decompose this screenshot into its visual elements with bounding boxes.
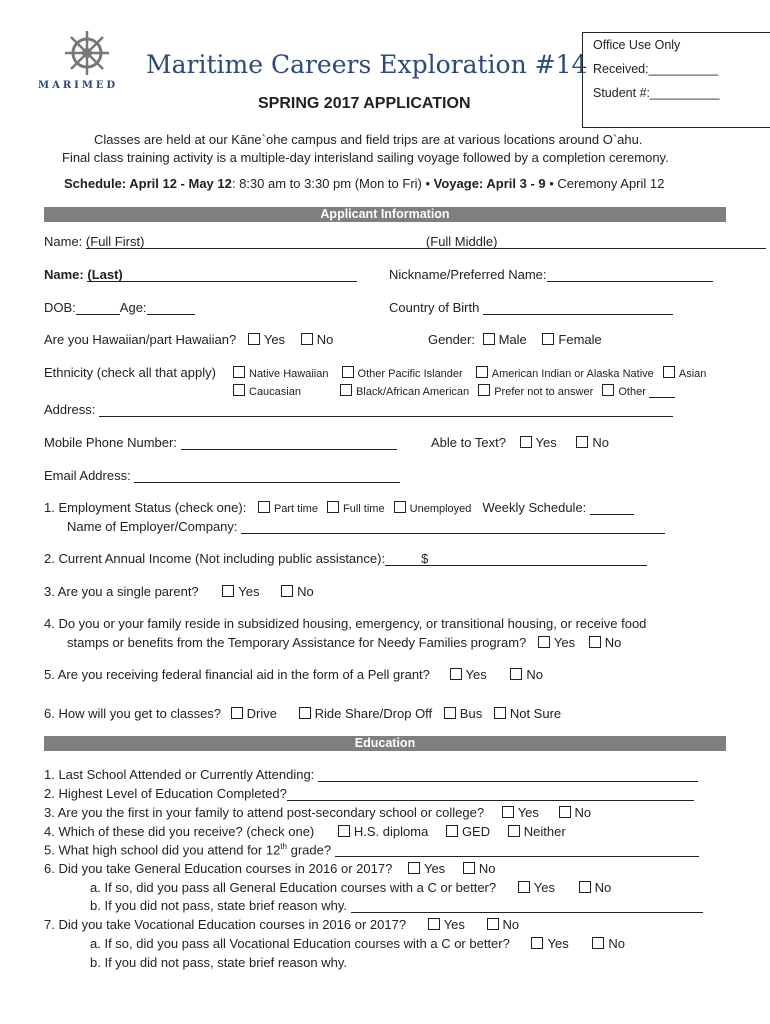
q3-yes-label: Yes <box>238 584 260 599</box>
text-no-checkbox[interactable] <box>576 436 588 448</box>
q1-label: 1. Employment Status (check one): <box>44 500 247 515</box>
q1-employer-label: Name of Employer/Company: <box>67 519 238 534</box>
q4-no-label: No <box>604 635 622 650</box>
last-name-row <box>44 267 357 282</box>
text-yes-checkbox[interactable] <box>520 436 532 448</box>
e6a-yes-label: Yes <box>533 880 555 895</box>
q4-line-1: 4. Do you or your family reside in subsidized housing, emergency, or transitional housing, or receive food <box>44 616 647 631</box>
q6-rideshare-label: Ride Share/Drop Off <box>314 706 433 721</box>
e2-row <box>44 786 694 801</box>
schedule-time: : 8:30 am to 3:30 pm (Mon to Fri) • <box>231 176 434 191</box>
e4-diploma-label: H.S. diploma <box>353 824 429 839</box>
q3-label: 3. Are you a single parent? <box>44 584 199 599</box>
e4-ged-label: GED <box>461 824 491 839</box>
eth-black-checkbox[interactable] <box>340 384 352 396</box>
address-row <box>44 402 673 417</box>
hawaiian-yes-label: Yes <box>263 332 286 347</box>
q1-employer-field[interactable] <box>241 521 665 534</box>
e7-yes-checkbox[interactable] <box>428 918 440 930</box>
address-field[interactable] <box>99 404 673 417</box>
logo-text: MARIMED <box>38 80 119 91</box>
e3-no-label: No <box>574 805 592 820</box>
e5-field[interactable] <box>335 844 699 857</box>
eth-american-indian-label: American Indian or Alaska Native <box>491 368 654 380</box>
e6-no-checkbox[interactable] <box>463 862 475 874</box>
gender-row <box>428 332 602 347</box>
q1-unemployed-checkbox[interactable] <box>394 501 406 513</box>
mobile-label: Mobile Phone Number: <box>44 435 177 450</box>
q1-unemployed-label: Unemployed <box>409 503 472 515</box>
eth-american-indian-checkbox[interactable] <box>476 366 488 378</box>
text-yes-label: Yes <box>535 435 557 450</box>
dob-label: DOB: <box>44 300 76 315</box>
q5-row <box>44 667 543 682</box>
text-row <box>431 435 609 450</box>
q6-drive-checkbox[interactable] <box>231 707 243 719</box>
q5-no-label: No <box>526 667 543 682</box>
q6-not-sure-label: Not Sure <box>509 706 562 721</box>
q1-full-time-label: Full time <box>343 503 385 515</box>
e5-row <box>44 842 699 857</box>
q1-part-time-label: Part time <box>273 503 318 515</box>
q1-weekly-field[interactable] <box>590 502 634 515</box>
first-name-field[interactable] <box>86 236 426 249</box>
e5-label-end: grade? <box>287 842 332 858</box>
e3-row <box>44 805 591 820</box>
form-subtitle: SPRING 2017 APPLICATION <box>258 95 471 112</box>
e7b-label: b. If you did not pass, state brief reason why. <box>90 955 348 970</box>
q6-bus-label: Bus <box>459 706 483 721</box>
gender-male-checkbox[interactable] <box>483 333 495 345</box>
text-no-label: No <box>592 435 610 450</box>
eth-other-field[interactable] <box>649 385 675 398</box>
age-label: Age: <box>119 300 147 315</box>
e4-row <box>44 824 566 839</box>
email-label: Email Address: <box>44 468 131 483</box>
e3-label: 3. Are you the first in your family to attend post-secondary school or college? <box>44 805 485 820</box>
q3-yes-checkbox[interactable] <box>222 585 234 597</box>
name-row <box>44 234 766 249</box>
e7a-yes-checkbox[interactable] <box>531 937 543 949</box>
office-use-box <box>582 32 770 128</box>
last-name-field[interactable] <box>87 269 357 282</box>
mobile-field[interactable] <box>181 437 397 450</box>
q6-drive-label: Drive <box>246 706 277 721</box>
e3-no-checkbox[interactable] <box>559 806 571 818</box>
q5-label: 5. Are you receiving federal financial aid in the form of a Pell grant? <box>44 667 430 682</box>
q2-label: 2. Current Annual Income (Not including public assistance): <box>44 551 386 566</box>
e7-row <box>44 917 519 932</box>
dob-row <box>44 300 195 315</box>
eth-native-hawaiian-checkbox[interactable] <box>233 366 245 378</box>
q2-row <box>44 551 647 566</box>
e7a-label: a. If so, did you pass all Vocational Education courses with a C or better? <box>90 936 510 951</box>
e6a-no-label: No <box>594 880 612 895</box>
q5-yes-label: Yes <box>465 667 487 682</box>
intro-line-2: Final class training activity is a multiple-day interisland sailing voyage followed by a completion ceremony. <box>62 150 669 165</box>
office-student-number: Student #:__________ <box>593 86 720 100</box>
q4-line-2: stamps or benefits from the Temporary Assistance for Needy Families program? <box>67 635 527 650</box>
ceremony-date: • Ceremony April 12 <box>545 176 665 191</box>
e4-ged-checkbox[interactable] <box>446 825 458 837</box>
e7-label: 7. Did you take Vocational Education courses in 2016 or 2017? <box>44 917 407 932</box>
e6b-row <box>90 898 703 913</box>
e4-neither-checkbox[interactable] <box>508 825 520 837</box>
e5-superscript: th <box>280 842 287 851</box>
q6-row <box>44 706 561 721</box>
e2-label: 2. Highest Level of Education Completed? <box>44 786 287 801</box>
e4-neither-label: Neither <box>523 824 566 839</box>
voyage-dates: Voyage: April 3 - 9 <box>433 176 546 191</box>
hawaiian-question: Are you Hawaiian/part Hawaiian? <box>44 332 237 347</box>
q3-row <box>44 584 314 599</box>
q2-income-field[interactable] <box>385 553 647 566</box>
e6-label: 6. Did you take General Education courses in 2016 or 2017? <box>44 861 393 876</box>
gender-male-label: Male <box>498 332 527 347</box>
q1-employer-row <box>67 519 665 534</box>
e6-yes-checkbox[interactable] <box>408 862 420 874</box>
mobile-row <box>44 435 397 450</box>
nickname-field[interactable] <box>547 269 713 282</box>
email-row <box>44 468 400 483</box>
ethnicity-label: Ethnicity (check all that apply) <box>44 365 216 380</box>
q1-row <box>44 500 634 515</box>
e5-label: 5. What high school did you attend for 12 <box>44 842 281 858</box>
first-name-hint: (Full First) <box>85 234 145 249</box>
e6a-yes-checkbox[interactable] <box>518 881 530 893</box>
ship-wheel-logo-icon <box>62 28 112 78</box>
intro-line-1: Classes are held at our Kāne`ohe campus and field trips are at various locations around O`ahu. <box>94 132 643 147</box>
nickname-row <box>389 267 713 282</box>
last-name-label: Name: <box>44 267 88 282</box>
applicant-info-bar: Applicant Information <box>44 207 726 222</box>
q2-dollar: $ <box>421 551 429 566</box>
e3-yes-label: Yes <box>517 805 539 820</box>
q1-full-time-checkbox[interactable] <box>327 501 339 513</box>
eth-prefer-not-checkbox[interactable] <box>478 384 490 396</box>
hawaiian-no-label: No <box>316 332 334 347</box>
e7a-row <box>90 936 625 951</box>
e6a-label: a. If so, did you pass all General Education courses with a C or better? <box>90 880 497 895</box>
middle-name-field[interactable] <box>426 236 766 249</box>
q6-bus-checkbox[interactable] <box>444 707 456 719</box>
hawaiian-row <box>44 332 333 347</box>
education-bar: Education <box>44 736 726 751</box>
eth-asian-checkbox[interactable] <box>663 366 675 378</box>
country-row <box>389 300 673 315</box>
q1-part-time-checkbox[interactable] <box>258 501 270 513</box>
e7-yes-label: Yes <box>443 917 465 932</box>
e7a-no-checkbox[interactable] <box>592 937 604 949</box>
e1-row <box>44 767 698 782</box>
q4-yes-label: Yes <box>553 635 576 650</box>
q3-no-checkbox[interactable] <box>281 585 293 597</box>
gender-female-label: Female <box>558 332 602 347</box>
schedule-line <box>64 176 664 191</box>
e6b-label: b. If you did not pass, state brief reason why. <box>90 898 348 913</box>
eth-pacific-islander-checkbox[interactable] <box>342 366 354 378</box>
hawaiian-no-checkbox[interactable] <box>301 333 313 345</box>
q6-not-sure-checkbox[interactable] <box>494 707 506 719</box>
q6-label: 6. How will you get to classes? <box>44 706 222 721</box>
e7a-no-label: No <box>608 936 625 951</box>
e1-label: 1. Last School Attended or Currently Attending: <box>44 767 315 782</box>
q6-rideshare-checkbox[interactable] <box>299 707 311 719</box>
e6-yes-label: Yes <box>423 861 446 876</box>
office-received: Received:__________ <box>593 62 719 76</box>
e4-label: 4. Which of these did you receive? (check one) <box>44 824 315 839</box>
address-label: Address: <box>44 402 96 417</box>
e6-no-label: No <box>478 861 496 876</box>
dob-field[interactable] <box>76 302 120 315</box>
last-name-hint: (Last) <box>87 267 123 282</box>
q5-yes-checkbox[interactable] <box>450 668 462 680</box>
gender-female-checkbox[interactable] <box>542 333 554 345</box>
e6a-row <box>90 880 611 895</box>
eth-native-hawaiian-label: Native Hawaiian <box>249 368 329 380</box>
q4-row-2 <box>67 635 621 650</box>
e6b-field[interactable] <box>351 900 703 913</box>
eth-other-label: Other <box>618 386 646 398</box>
eth-other-checkbox[interactable] <box>602 384 614 396</box>
name-label: Name: <box>44 234 83 249</box>
q4-yes-checkbox[interactable] <box>538 636 550 648</box>
country-label: Country of Birth <box>389 300 480 315</box>
eth-black-label: Black/African American <box>356 386 470 398</box>
e2-field[interactable] <box>287 788 694 801</box>
e7a-yes-label: Yes <box>547 936 569 951</box>
eth-asian-label: Asian <box>678 368 707 380</box>
middle-name-hint: (Full Middle) <box>425 234 498 249</box>
q4-no-checkbox[interactable] <box>589 636 601 648</box>
hawaiian-yes-checkbox[interactable] <box>248 333 260 345</box>
eth-caucasian-checkbox[interactable] <box>233 384 245 396</box>
e7-no-label: No <box>502 917 520 932</box>
ethnicity-row-2 <box>233 384 675 398</box>
text-question: Able to Text? <box>431 435 506 450</box>
country-field[interactable] <box>483 302 673 315</box>
email-field[interactable] <box>134 470 400 483</box>
eth-caucasian-label: Caucasian <box>249 386 301 398</box>
office-use-heading: Office Use Only <box>593 38 681 52</box>
eth-pacific-islander-label: Other Pacific Islander <box>357 368 463 380</box>
e6-row <box>44 861 495 876</box>
e4-diploma-checkbox[interactable] <box>338 825 350 837</box>
gender-label: Gender: <box>428 332 475 347</box>
q3-no-label: No <box>297 584 314 599</box>
e6a-no-checkbox[interactable] <box>579 881 591 893</box>
q5-no-checkbox[interactable] <box>510 668 522 680</box>
e3-yes-checkbox[interactable] <box>502 806 514 818</box>
ethnicity-row-1 <box>233 366 706 380</box>
schedule-label: Schedule: April 12 - May 12 <box>64 176 232 191</box>
e7-no-checkbox[interactable] <box>487 918 499 930</box>
q1-weekly-label: Weekly Schedule: <box>482 500 587 515</box>
e1-field[interactable] <box>318 769 698 782</box>
age-field[interactable] <box>147 302 195 315</box>
nickname-label: Nickname/Preferred Name: <box>389 267 547 282</box>
form-title: Maritime Careers Exploration #14 <box>146 50 588 79</box>
eth-prefer-not-label: Prefer not to answer <box>494 386 594 398</box>
